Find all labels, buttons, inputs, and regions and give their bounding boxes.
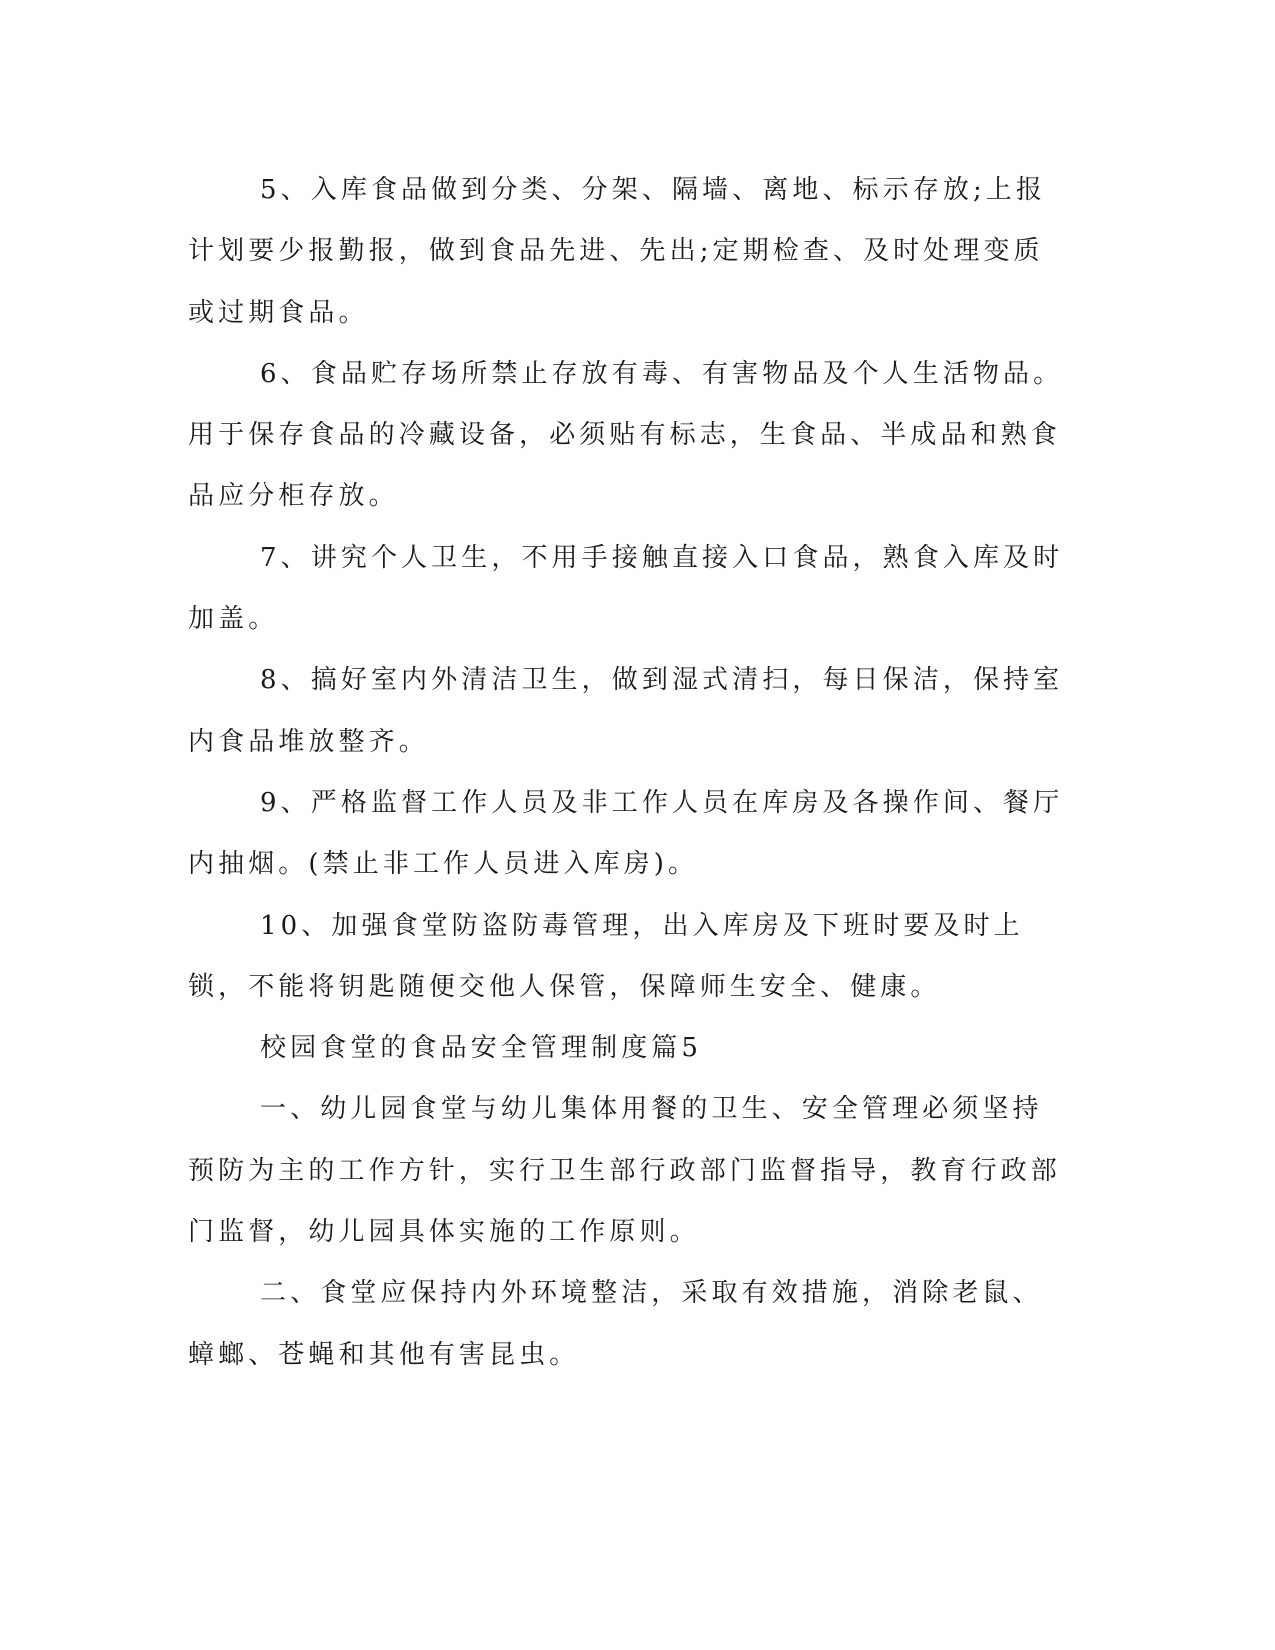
paragraph-item-two: 二、食堂应保持内外环境整洁，采取有效措施，消除老鼠、蟑螂、苍蝇和其他有害昆虫。 <box>188 1278 1043 1370</box>
paragraph-item-7: 7、讲究个人卫生，不用手接触直接入口食品，熟食入库及时加盖。 <box>188 542 1064 635</box>
paragraph-item-10: 10、加强食堂防盗防毒管理，出入库房及下班时要及时上锁，不能将钥匙随便交他人保管，保障师生安全、健康。 <box>188 910 1024 1002</box>
paragraph-item-8: 8、搞好室内外清洁卫生，做到湿式清扫，每日保洁，保持室内食品堆放整齐。 <box>188 665 1064 757</box>
paragraph-item-5: 5、入库食品做到分类、分架、隔墙、离地、标示存放;上报计划要少报勤报，做到食品先进、先出;定期检查、及时处理变质或过期食品。 <box>188 175 1047 328</box>
document-body <box>188 160 1068 1386</box>
paragraph-item-9: 9、严格监督工作人员及非工作人员在库房及各操作间、餐厅内抽烟。(禁止非工作人员进入库房)。 <box>188 787 1064 880</box>
paragraph-item-6: 6、食品贮存场所禁止存放有毒、有害物品及个人生活物品。用于保存食品的冷藏设备，必须贴有标志，生食品、半成品和熟食品应分柜存放。 <box>188 358 1064 512</box>
section-heading: 校园食堂的食品安全管理制度篇5 <box>260 1033 703 1064</box>
paragraph-item-one: 一、幼儿园食堂与幼儿集体用餐的卫生、安全管理必须坚持预防为主的工作方针，实行卫生部行政部门监督指导，教育行政部门监督，幼儿园具体实施的工作原则。 <box>188 1094 1061 1248</box>
